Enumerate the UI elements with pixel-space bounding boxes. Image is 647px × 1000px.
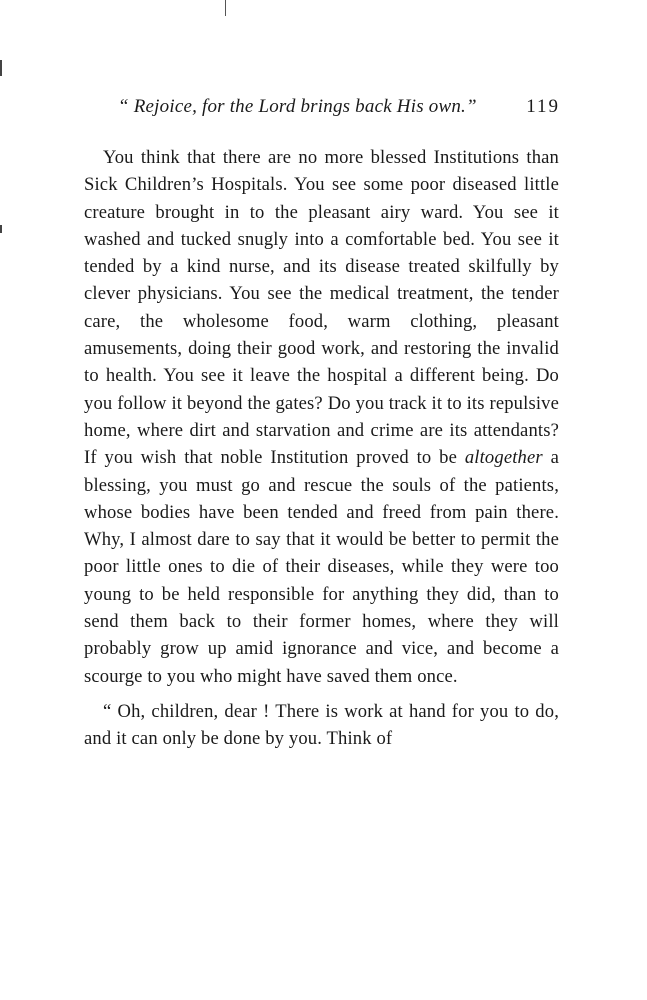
scan-artifact-mark [225,0,229,16]
running-title: “ Rejoice, for the Lord brings back His own.” [118,96,477,117]
paragraph-text: “ Oh, children, dear ! There is work at hand for you to do, and it can only be done by you. Think of [84,700,559,750]
paragraph-text: a blessing, you must go and rescue the souls of the patients, whose bodies have been tended and freed from pain there. Why, I almost dare to say that it would be better to permit the poor little ones to die of their diseases, while they were too young to be held responsible for anything they did, than to send them back to their former homes, where they will probably grow up amid ignorance and vice, and become a scourge to you who might have saved them once. [84,447,559,687]
paragraph [84,144,559,690]
paragraph [84,698,559,753]
emphasized-word: altogether [464,447,543,469]
running-header [100,96,560,126]
scan-artifact-edge [0,225,2,233]
page-number: 119 [526,96,560,117]
body-text [84,144,559,753]
scan-artifact-edge [0,60,2,76]
paragraph-text: You think that there are no more blessed Institutions than Sick Children’s Hospitals. You see some poor diseased little creature brought in to the pleasant airy ward. You see it washed and tucked snugly into a comfortable bed. You see it tended by a kind nurse, and its disease treated skilfully by clever physicians. You see the medical treatment, the tender care, the wholesome food, warm clothing, pleasant amusements, doing their good work, and restoring the invalid to health. You see it leave the hospital a different being. Do you follow it beyond the gates? Do you track it to its repulsive home, where dirt and starvation and crime are its attendants? If you wish that noble Institution proved to be [84,147,559,469]
